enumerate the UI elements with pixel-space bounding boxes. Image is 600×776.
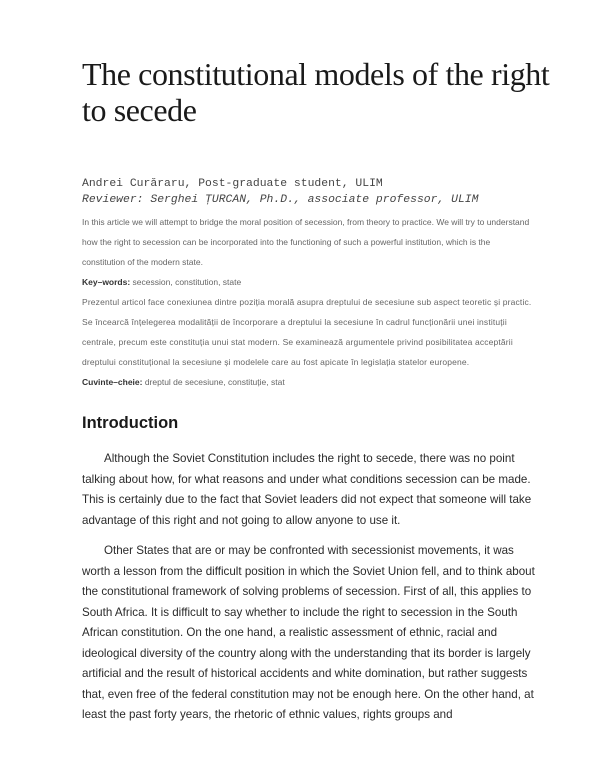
keywords-english <box>82 272 532 292</box>
abstract-romanian: Prezentul articol face conexiunea dintre poziția morală asupra dreptului de secesiune sub aspect teoretic și practic. Se încearcă înțelegerea modalității de încorporare a dreptului la secesiune în cadrul funcționării unei instituții centrale, precum este constituția unui stat modern. Se examinează argumentele privind posibilitatea acceptării dreptului constituțional la secesiune și modelele care au fost apicate în legislația statelor europene. <box>82 297 532 367</box>
reviewer-line: Reviewer: Serghei ȚURCAN, Ph.D., associate professor, ULIM <box>82 194 479 206</box>
keywords-romanian-label: Cuvinte–cheie: <box>82 377 143 387</box>
abstract-english: In this article we will attempt to bridge the moral position of secession, from theory to practice. We will try to understand how the right to secession can be incorporated into the functioning of such a powerful institution, which is the constitution of the modern state. <box>82 217 530 267</box>
abstract-block <box>82 212 532 392</box>
introduction-heading: Introduction <box>82 414 179 432</box>
author-line: Andrei Curăraru, Post-graduate student, ULIM <box>82 178 383 190</box>
keywords-romanian <box>82 372 532 392</box>
introduction-body <box>82 449 536 736</box>
paper-title: The constitutional models of the right to secede <box>82 56 550 128</box>
keywords-english-values: secession, constitution, state <box>130 277 242 287</box>
keywords-romanian-values: dreptul de secesiune, constituție, stat <box>142 377 285 387</box>
body-paragraph: Other States that are or may be confronted with secessionist movements, it was worth a lesson from the difficult position in which the Soviet Union fell, and to think about the constitutional framework of solving problems of secession. First of all, this applies to South Africa. It is difficult to say whether to include the right to secession in the South African constitution. On the one hand, a realistic assessment of ethnic, racial and ideological diversity of the country along with the understanding that its border is largely artificial and the result of historical accidents and white domination, but rather suggests that, even free of the federal constitution may not be enough here. On the other hand, at least the past forty years, the rhetoric of ethnic values, rights groups and <box>82 544 535 721</box>
body-paragraph: Although the Soviet Constitution includes the right to secede, there was no point talking about how, for what reasons and under what conditions secession can be made. This is certainly due to the fact that Soviet leaders did not expect that someone will take advantage of this right and not going to allow anyone to use it. <box>82 452 532 527</box>
keywords-english-label: Key–words: <box>82 277 131 287</box>
